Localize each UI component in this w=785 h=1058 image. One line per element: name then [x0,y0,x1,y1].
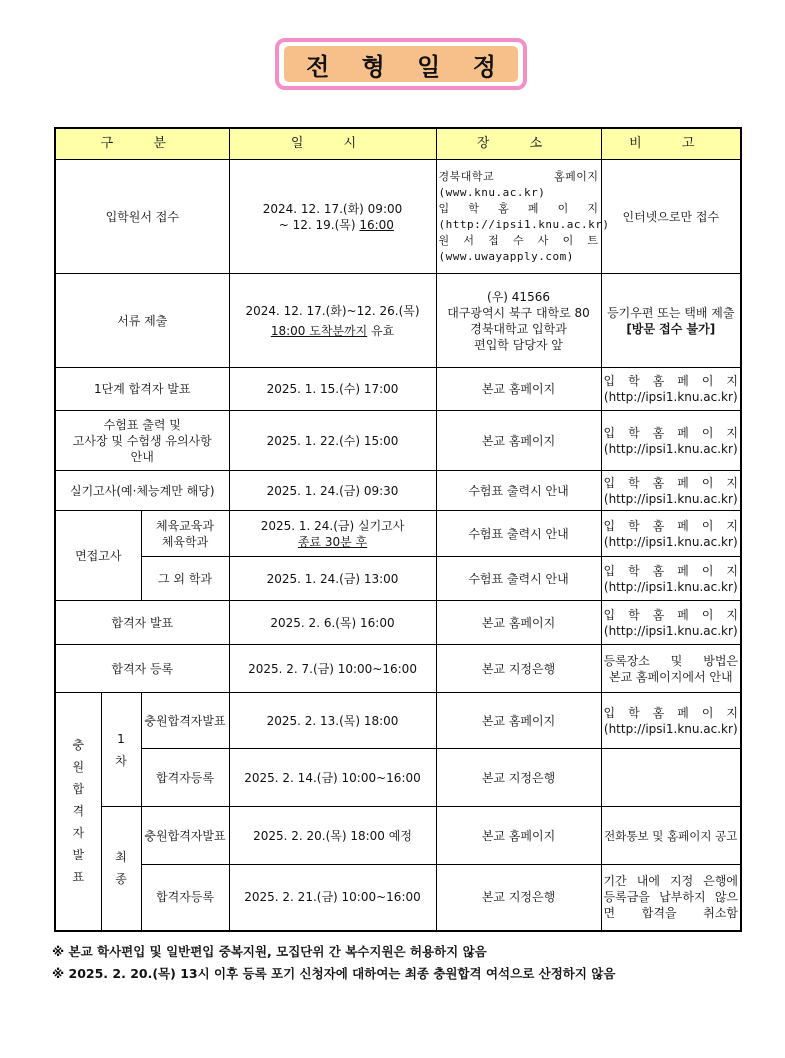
date-line: 종료 30분 후 [297,534,368,549]
table-row [55,693,741,749]
row-note [601,411,741,471]
place-line: 경북대학교 입학과 [470,321,567,336]
table-row [55,807,741,865]
header-place: 장 소 [436,128,601,160]
header-category: 구 분 [55,128,229,160]
row-date: 2025. 1. 15.(수) 17:00 [229,368,436,411]
round-vertical-text: 1차 [115,731,127,768]
row-place: 수험표 출력시 안내 [436,511,601,557]
table-row [55,557,741,601]
title-box [275,38,527,90]
row-name: 합격자 발표 [55,601,229,645]
place-line: (www.uwayapply.com) [438,249,574,263]
date-line: 2024. 12. 17.(화) 09:00 [262,201,403,216]
place-line: 입 학 홈 페 이 지 [438,201,599,215]
row-name: 입학원서 접수 [55,160,229,274]
row-date: 2025. 1. 24.(금) 13:00 [229,557,436,601]
row-note [601,471,741,511]
row-note [601,557,741,601]
row-name: 1단계 합격자 발표 [55,368,229,411]
row-date [229,511,436,557]
table-row [55,511,741,557]
table-row [55,160,741,274]
note-line: 등록금을 납부하지 않으 [603,890,739,905]
sub-name: 합격자등록 [141,749,229,807]
row-date [229,274,436,368]
row-place: 본교 지정은행 [436,865,601,931]
row-date [229,160,436,274]
row-date: 2025. 2. 6.(목) 16:00 [229,601,436,645]
row-place: 수험표 출력시 안내 [436,471,601,511]
name-line: 고사장 및 수험생 유의사항 [72,433,212,448]
table-row [55,411,741,471]
header-row [55,128,741,160]
table-row [55,865,741,931]
date-line: 2025. 1. 24.(금) 실기고사 [260,518,405,533]
row-note [601,368,741,411]
note-line: (http://ipsi1.knu.ac.kr) [603,441,738,456]
date-underlined: 16:00 [359,217,394,232]
row-date: 2025. 1. 22.(수) 15:00 [229,411,436,471]
row-name: 실기고사(예·체능계만 해당) [55,471,229,511]
round-name [101,807,141,931]
row-note [601,693,741,749]
header-date: 일 시 [229,128,436,160]
note-line: 입 학 홈 페 이 지 [603,563,739,578]
sub-name: 충원합격자발표 [141,807,229,865]
place-line: (우) 41566 [487,289,550,304]
note-line: (http://ipsi1.knu.ac.kr) [603,579,738,594]
date-text: 유효 [367,323,395,338]
place-line: 편입학 담당자 앞 [474,337,563,352]
table-row [55,471,741,511]
row-date: 2025. 1. 24.(금) 09:30 [229,471,436,511]
header-note: 비 고 [601,128,741,160]
row-place: 본교 홈페이지 [436,693,601,749]
name-line: 체육교육과 [156,518,214,533]
place-line: 대구광역시 북구 대학로 80 [447,305,590,320]
note-line: 입 학 홈 페 이 지 [603,374,739,388]
sub-name [141,511,229,557]
row-date: 2025. 2. 7.(금) 10:00~16:00 [229,645,436,693]
note-line: 입 학 홈 페 이 지 [603,518,739,533]
table-row [55,645,741,693]
table-row [55,749,741,807]
schedule-table [54,127,742,932]
footnote: ※ 2025. 2. 20.(목) 13시 이후 등록 포기 신청자에 대하여는 최종 충원합격 여석으로 산정하지 않음 [52,966,616,981]
row-note [601,511,741,557]
place-line: (www.knu.ac.kr) [438,185,546,199]
page-title: 전 형 일 정 [284,46,518,82]
row-note [601,865,741,931]
date-line [232,217,434,233]
note-line: (http://ipsi1.knu.ac.kr) [603,491,738,506]
row-place: 본교 홈페이지 [436,411,601,471]
place-line: (http://ipsi1.knu.ac.kr) [438,217,610,231]
row-date: 2025. 2. 21.(금) 10:00~16:00 [229,865,436,931]
name-line: 안내 [130,449,154,464]
round-name [101,693,141,807]
group-name [55,693,101,931]
note-line: 입 학 홈 페 이 지 [603,425,739,440]
note-line: 기간 내에 지정 은행에 [603,874,739,889]
note-line: 입 학 홈 페 이 지 [603,475,739,490]
note-line: 본교 홈페이지에서 안내 [608,669,733,684]
date-underlined: 18:00 도착분까지 [270,323,368,338]
row-place: 수험표 출력시 안내 [436,557,601,601]
row-name [55,411,229,471]
note-line: [방문 접수 불가] [626,321,716,336]
sub-name: 그 외 학과 [141,557,229,601]
date-line: 2024. 12. 17.(화)~12. 26.(목) [245,303,420,318]
row-note [601,274,741,368]
name-line: 수험표 출력 및 [103,417,181,432]
row-place [436,274,601,368]
footnote: ※ 본교 학사편입 및 일반편입 중복지원, 모집단위 간 복수지원은 허용하지 않음 [52,944,487,959]
row-name: 서류 제출 [55,274,229,368]
note-line: (http://ipsi1.knu.ac.kr) [603,721,738,736]
row-note [601,601,741,645]
note-line: (http://ipsi1.knu.ac.kr) [603,534,738,549]
note-line: (http://ipsi1.knu.ac.kr) [603,623,738,638]
row-note: 전화통보 및 홈페이지 공고 [601,807,741,865]
note-line: 등기우편 또는 택배 제출 [607,305,735,320]
group-vertical-text: 충원 합격자 발표 [72,738,85,885]
row-note [601,749,741,807]
row-place: 본교 지정은행 [436,749,601,807]
date-text: ~ 12. 19.(목) [278,217,360,232]
date-line [232,323,434,339]
row-place [436,160,610,274]
group-name: 면접고사 [55,511,141,601]
note-line: 등록장소 및 방법은 [603,653,739,668]
row-date: 2025. 2. 13.(목) 18:00 [229,693,436,749]
row-note: 인터넷으로만 접수 [601,160,741,274]
sub-name: 충원합격자발표 [141,693,229,749]
table-row [55,368,741,411]
row-name: 합격자 등록 [55,645,229,693]
note-line: 입 학 홈 페 이 지 [603,705,739,720]
place-line: 원 서 접 수 사 이 트 [438,233,599,247]
note-line: 입 학 홈 페 이 지 [603,607,739,622]
row-place: 본교 홈페이지 [436,807,601,865]
note-line: (http://ipsi1.knu.ac.kr) [603,390,738,404]
table-row [55,601,741,645]
row-place: 본교 홈페이지 [436,368,601,411]
row-place: 본교 홈페이지 [436,601,601,645]
round-vertical-text: 최종 [115,850,127,887]
place-line: 경북대학교 홈페이지 [438,169,599,183]
table-row [55,274,741,368]
row-date: 2025. 2. 20.(목) 18:00 예정 [229,807,436,865]
row-date: 2025. 2. 14.(금) 10:00~16:00 [229,749,436,807]
note-line: 면 합격을 취소함 [603,906,739,921]
name-line: 체육학과 [161,534,209,549]
row-place: 본교 지정은행 [436,645,601,693]
row-note [601,645,741,693]
sub-name: 합격자등록 [141,865,229,931]
